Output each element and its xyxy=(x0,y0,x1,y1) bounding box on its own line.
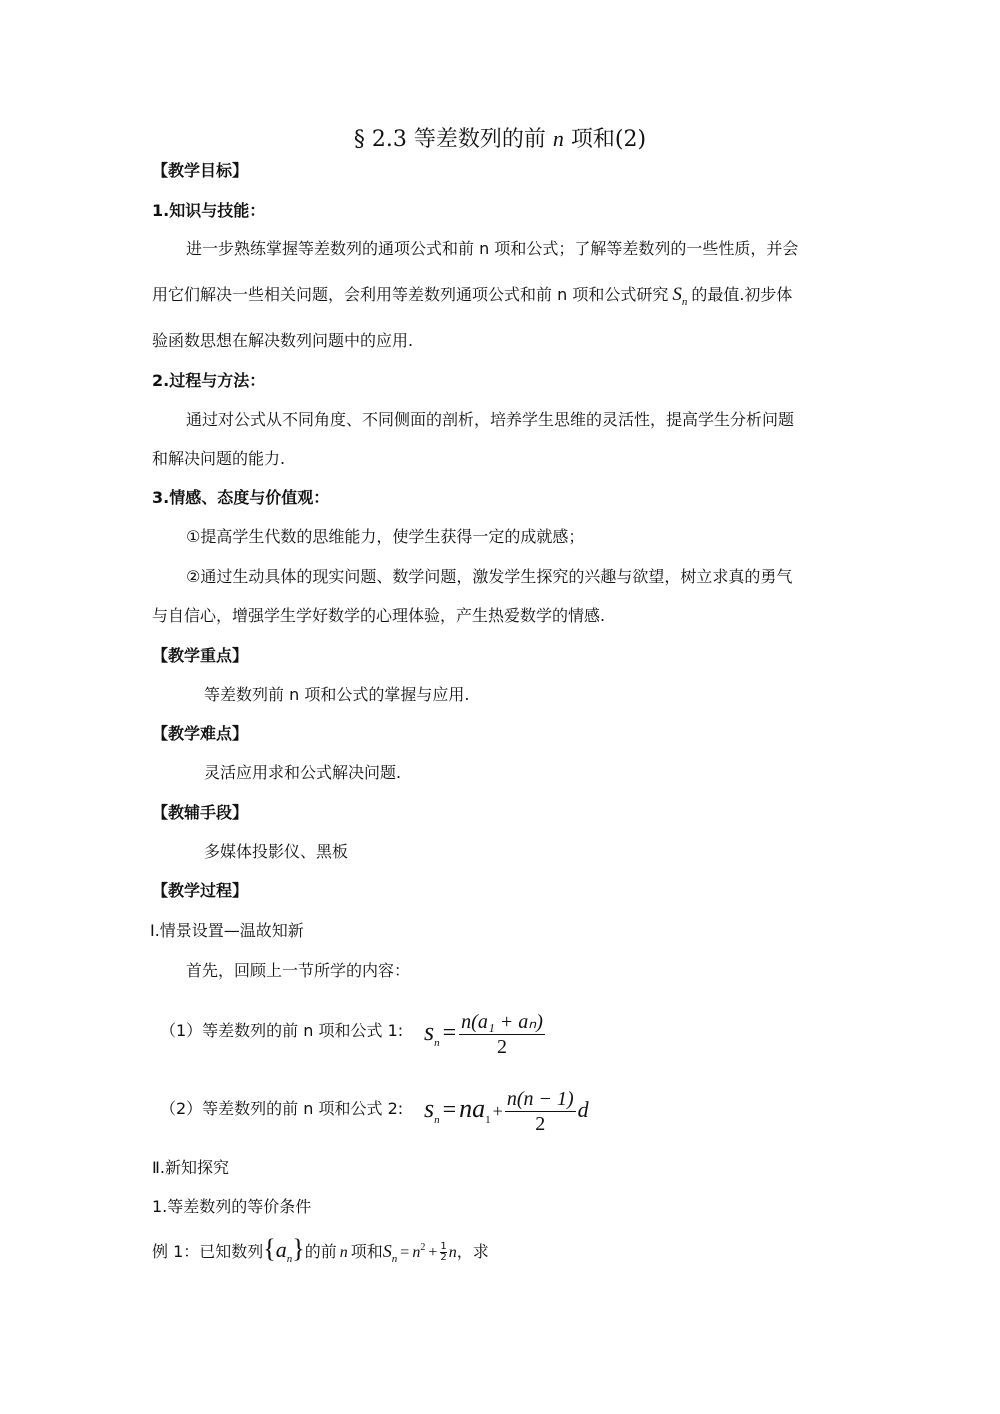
formula-1-denominator: 2 xyxy=(497,1035,508,1058)
formula-2-denominator: 2 xyxy=(535,1112,546,1135)
attitude-line-3: 与自信心，增强学生学好数学的心理体验，产生热爱数学的情感. xyxy=(152,606,606,625)
difficulty-header: 【教学难点】 xyxy=(152,724,249,743)
attitude-line-2: ②通过生动具体的现实问题、数学问题，激发学生探究的兴趣与欲望，树立求真的勇气 xyxy=(186,567,793,586)
knowledge-line-2b: 的最值.初步体 xyxy=(691,285,793,304)
process-line-1: 通过对公式从不同角度、不同侧面的剖析，培养学生思维的灵活性，提高学生分析问题 xyxy=(186,410,795,429)
process-header: 【教学过程】 xyxy=(152,881,249,900)
example-1-part-c: 项和 xyxy=(350,1242,383,1261)
formula-1-label: （1）等差数列的前 n 项和公式 1: xyxy=(160,1021,404,1040)
formula-1: $s_n$ = $\frac{\text{n(a₁ + aₙ)}}{2}$ xyxy=(424,1010,543,1058)
knowledge-line-1: 进一步熟练掌握等差数列的通项公式和前 n 项和公式；了解等差数列的一些性质，并会 xyxy=(186,239,799,258)
subsection-1-heading: 1.等差数列的等价条件 xyxy=(152,1197,312,1216)
section-1-heading: Ⅰ.情景设置—温故知新 xyxy=(150,921,304,940)
title-prefix: § 2.3 等差数列的前 xyxy=(353,127,553,152)
knowledge-line-3: 验函数思想在解决数列问题中的应用. xyxy=(152,331,414,350)
difficulty-text: 灵活应用求和公式解决问题. xyxy=(204,763,402,782)
half-fraction: $\frac{1}{2}$ xyxy=(440,1241,447,1263)
sn-symbol: S xyxy=(672,284,682,305)
example-1-intro: 例 1：已知数列 xyxy=(152,1242,264,1261)
title-suffix: 项和(2) xyxy=(563,127,647,152)
section-2-heading: Ⅱ.新知探究 xyxy=(152,1158,229,1177)
process-line-2: 和解决问题的能力. xyxy=(152,449,286,468)
sn-subscript: n xyxy=(681,296,688,308)
formula-2-label: （2）等差数列的前 n 项和公式 2: xyxy=(160,1099,404,1118)
goals-header: 【教学目标】 xyxy=(152,161,249,180)
formula-1-numerator: n(a₁ + aₙ) xyxy=(461,1010,543,1033)
title-var: n xyxy=(552,126,564,151)
key-header: 【教学重点】 xyxy=(152,646,249,665)
aids-header: 【教辅手段】 xyxy=(152,803,249,822)
review-text: 首先，回顾上一节所学的内容： xyxy=(186,961,411,980)
knowledge-heading: 1.知识与技能： xyxy=(152,201,266,220)
attitude-heading: 3.情感、态度与价值观： xyxy=(152,488,330,507)
formula-2: $s_n = na_1$ + $\frac{n(n - 1)}{2}$ d xyxy=(424,1087,589,1135)
aids-text: 多媒体投影仪、黑板 xyxy=(204,842,349,861)
formula-2-fraction xyxy=(505,1087,576,1136)
example-1: 例 1：已知数列$\{a_n\}$的前 n 项和$S_n = n^2$ + $\frac{1}{2}$ n，求 xyxy=(152,1234,489,1265)
formula-1-fraction xyxy=(459,1010,545,1059)
attitude-line-1: ①提高学生代数的思维能力，使学生获得一定的成就感； xyxy=(186,527,585,546)
formula-2-numerator: n(n − 1) xyxy=(506,1087,574,1110)
key-text: 等差数列前 n 项和公式的掌握与应用. xyxy=(204,685,470,704)
page-title xyxy=(0,124,1000,155)
example-1-part-d: ，求 xyxy=(456,1242,489,1261)
example-1-part-b: 的前 xyxy=(304,1242,337,1261)
process-heading: 2.过程与方法： xyxy=(152,371,266,390)
knowledge-line-2 xyxy=(152,284,792,308)
knowledge-line-2a: 用它们解决一些相关问题，会利用等差数列通项公式和前 n 项和公式研究 xyxy=(152,285,669,304)
